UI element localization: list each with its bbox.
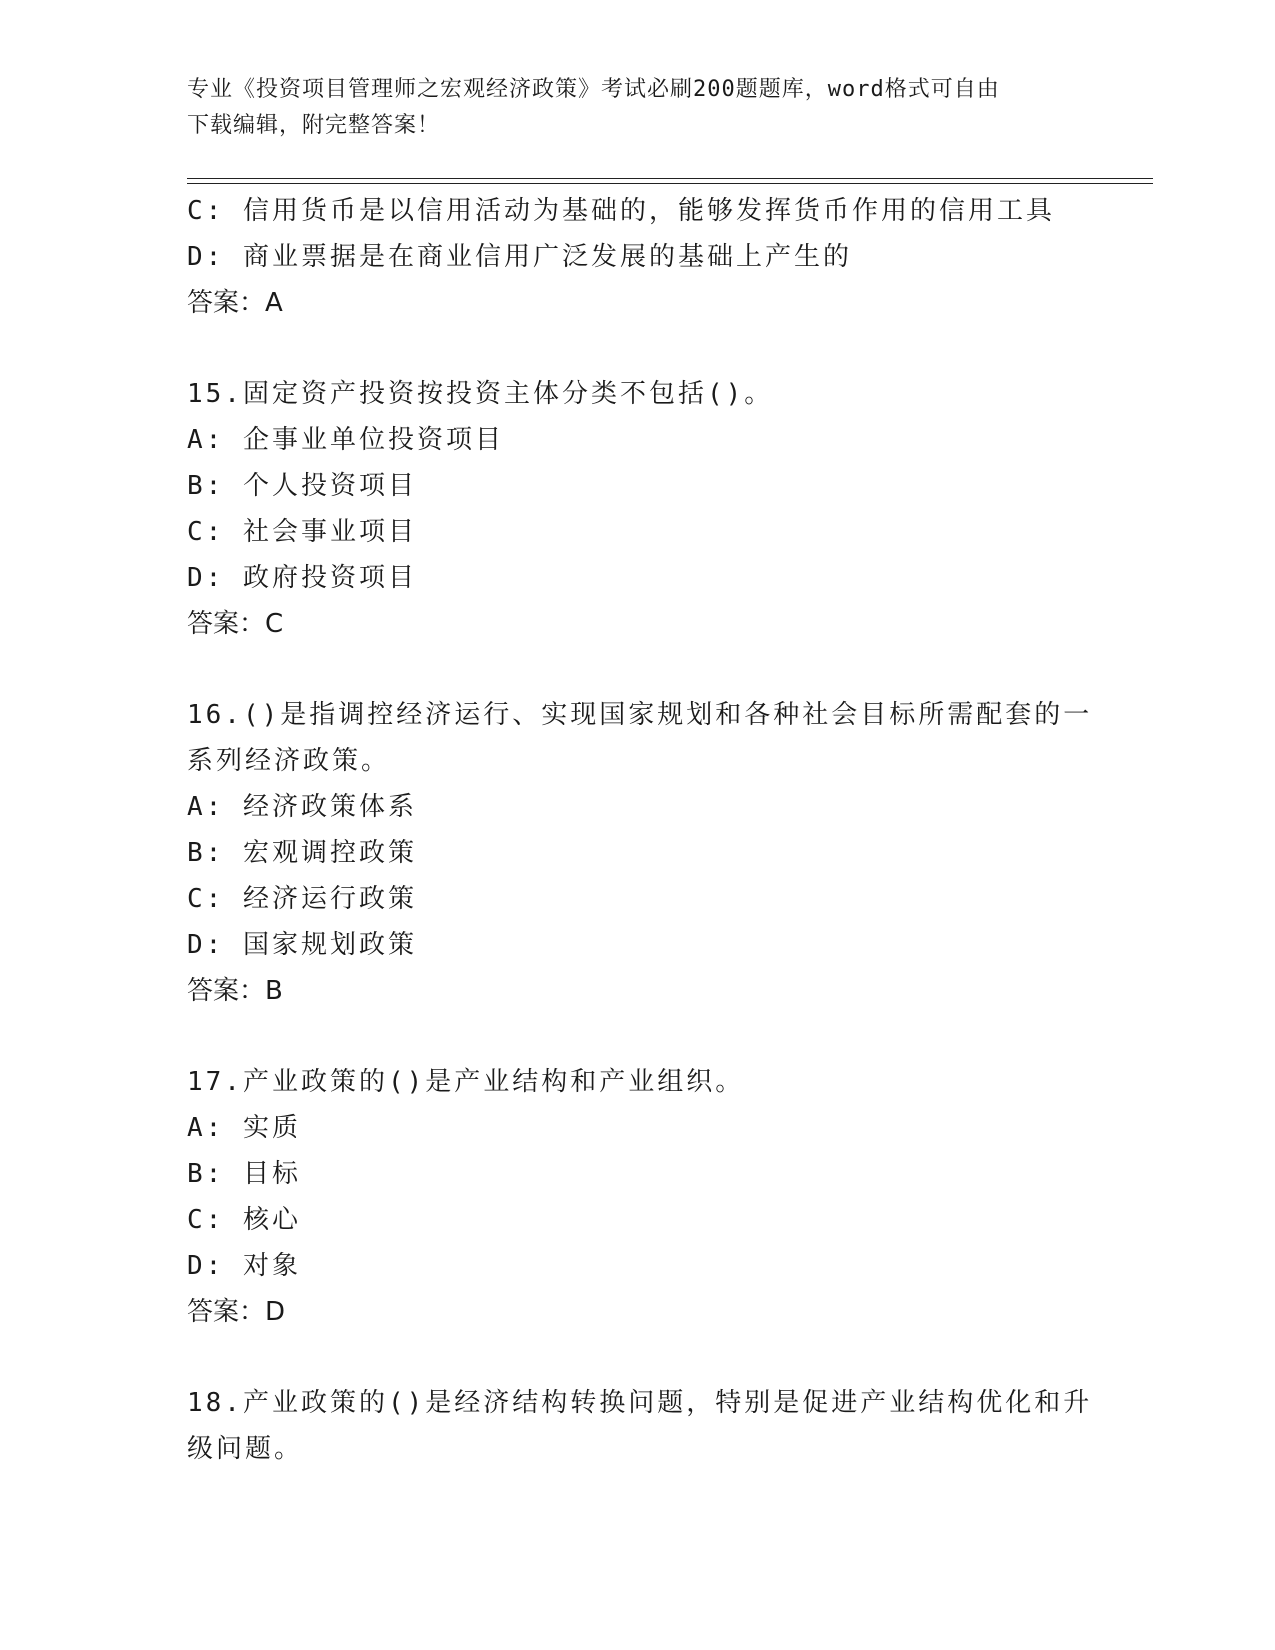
header-title-line-2: 下载编辑，附完整答案！ xyxy=(187,113,441,138)
question-stem-continued: 级问题。 xyxy=(187,1434,304,1464)
question-16 xyxy=(187,692,1117,1014)
question-17 xyxy=(187,1059,1117,1335)
option-a: A: 经济政策体系 xyxy=(187,792,417,822)
question-stem: 15.固定资产投资按投资主体分类不包括()。 xyxy=(187,379,774,409)
question-18 xyxy=(187,1380,1117,1472)
answer-line: 答案：B xyxy=(187,976,283,1006)
option-d: D: 国家规划政策 xyxy=(187,930,417,960)
answer-line: 答案：A xyxy=(187,288,283,318)
option-c: C: 社会事业项目 xyxy=(187,517,417,547)
question-stem-continued: 系列经济政策。 xyxy=(187,746,391,776)
header-title-line-1: 专业《投资项目管理师之宏观经济政策》考试必刷200题题库，word格式可自由 xyxy=(187,77,1000,102)
question-stem: 17.产业政策的()是产业结构和产业组织。 xyxy=(187,1067,745,1097)
answer-line: 答案：D xyxy=(187,1297,286,1327)
option-d: D: 商业票据是在商业信用广泛发展的基础上产生的 xyxy=(187,242,852,272)
document-header xyxy=(187,72,1087,144)
option-c: C: 核心 xyxy=(187,1205,301,1235)
question-stem: 16.()是指调控经济运行、实现国家规划和各种社会目标所需配套的一 xyxy=(187,700,1093,730)
question-14-continued xyxy=(187,188,1117,326)
option-a: A: 实质 xyxy=(187,1113,301,1143)
option-a: A: 企事业单位投资项目 xyxy=(187,425,504,455)
option-d: D: 对象 xyxy=(187,1251,301,1281)
option-b: B: 宏观调控政策 xyxy=(187,838,417,868)
option-b: B: 目标 xyxy=(187,1159,301,1189)
option-d: D: 政府投资项目 xyxy=(187,563,417,593)
question-15 xyxy=(187,371,1117,647)
header-divider-top xyxy=(187,178,1153,179)
option-c: C: 经济运行政策 xyxy=(187,884,417,914)
question-stem: 18.产业政策的()是经济结构转换问题，特别是促进产业结构优化和升 xyxy=(187,1388,1093,1418)
answer-line: 答案：C xyxy=(187,609,284,639)
option-c: C: 信用货币是以信用活动为基础的，能够发挥货币作用的信用工具 xyxy=(187,196,1055,226)
option-b: B: 个人投资项目 xyxy=(187,471,417,501)
question-list xyxy=(187,188,1117,1472)
header-divider-bottom xyxy=(187,183,1153,184)
